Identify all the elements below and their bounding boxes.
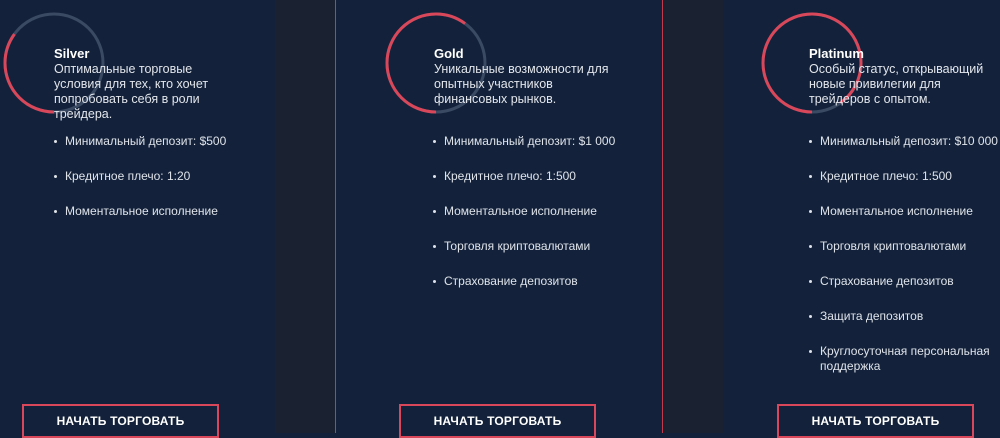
plan-card-gold (335, 0, 663, 433)
gutter-2 (663, 0, 723, 433)
plan-title: Silver (54, 46, 90, 61)
plan-description: Оптимальные торговые условия для тех, кто хочет попробовать себя в роли трейдера. (54, 62, 209, 121)
start-trading-button[interactable]: НАЧАТЬ ТОРГОВАТЬ (22, 404, 219, 438)
feature-item: Моментальное исполнение (433, 204, 653, 239)
gutter-1 (275, 0, 335, 433)
feature-item: Кредитное плечо: 1:20 (54, 169, 264, 204)
plan-card-platinum (723, 0, 1000, 433)
feature-item: Моментальное исполнение (54, 204, 264, 239)
feature-item: Страхование депозитов (433, 274, 653, 309)
feature-item: Торговля криптовалютами (433, 239, 653, 274)
feature-item: Защита депозитов (809, 309, 999, 344)
feature-item: Моментальное исполнение (809, 204, 999, 239)
feature-list (54, 134, 264, 239)
plan-card-silver (0, 0, 275, 433)
feature-item: Минимальный депозит: $500 (54, 134, 264, 169)
feature-item: Страхование депозитов (809, 274, 999, 309)
feature-item: Минимальный депозит: $10 000 (809, 134, 999, 169)
start-trading-button[interactable]: НАЧАТЬ ТОРГОВАТЬ (777, 404, 974, 438)
feature-item: Круглосуточная персональная поддержка (809, 344, 999, 384)
plan-description: Особый статус, открывающий новые привилегии для трейдеров с опытом. (809, 62, 984, 106)
feature-item: Кредитное плечо: 1:500 (809, 169, 999, 204)
plan-title: Gold (434, 46, 464, 61)
feature-list (433, 134, 653, 309)
feature-item: Кредитное плечо: 1:500 (433, 169, 653, 204)
start-trading-button[interactable]: НАЧАТЬ ТОРГОВАТЬ (399, 404, 596, 438)
feature-item: Минимальный депозит: $1 000 (433, 134, 653, 169)
feature-list (809, 134, 999, 384)
plan-description: Уникальные возможности для опытных участников финансовых рынков. (434, 62, 609, 106)
plan-title: Platinum (809, 46, 864, 61)
feature-item: Торговля криптовалютами (809, 239, 999, 274)
